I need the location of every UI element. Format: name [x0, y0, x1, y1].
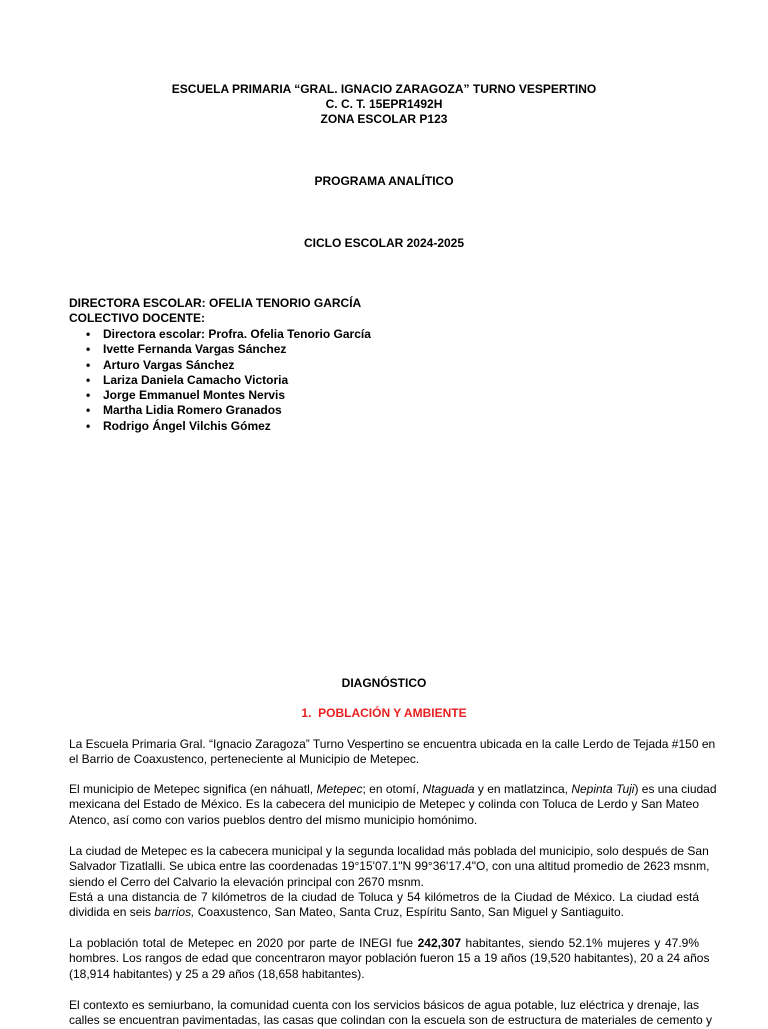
- director-line: DIRECTORA ESCOLAR: OFELIA TENORIO GARCÍA: [69, 296, 362, 310]
- text-line: Salvador Tizatlalli. Se ubica entre las coordenadas 19°15'07.1"N 99°36'17.4"O, con una altitud promedio de 2623 msnm,: [69, 859, 710, 874]
- collective-label: COLECTIVO DOCENTE:: [69, 311, 206, 325]
- members-list: [86, 327, 371, 434]
- text-line: dividida en seis barrios, Coaxustenco, San Mateo, Santa Cruz, Espíritu Santo, San Miguel y Santiaguito.: [69, 905, 624, 920]
- text-line: hombres. Los rangos de edad que concentraron mayor población fueron 15 a 19 años (19,520 habitantes), 20 a 24 años: [69, 951, 710, 966]
- paragraph-municipality: [69, 782, 717, 828]
- diagnostic-title: DIAGNÓSTICO: [341, 676, 427, 690]
- text-line: La Escuela Primaria Gral. “Ignacio Zaragoza” Turno Vespertino se encuentra ubicada en la calle Lerdo de Tejada #150 en: [69, 737, 716, 751]
- section-title: POBLACIÓN Y AMBIENTE: [318, 706, 467, 720]
- paragraph-city: [69, 844, 710, 920]
- paragraph-population: [69, 936, 710, 982]
- list-item: • Ivette Fernanda Vargas Sánchez: [86, 342, 371, 357]
- text-line: La población total de Metepec en 2020 por parte de INEGI fue 242,307 habitantes, siendo 52.1% mujeres y 47.9%: [69, 936, 699, 950]
- list-item: • Arturo Vargas Sánchez: [86, 358, 371, 373]
- text-line: calles se encuentran pavimentadas, las casas que colindan con la escuela son de estructura de materiales de cemento y: [69, 1013, 713, 1028]
- text-line: El municipio de Metepec significa (en náhuatl, Metepec; en otomí, Ntaguada y en matlatzinca, Nepinta Tuji) es una ciudad: [69, 782, 717, 796]
- paragraph-location: [69, 737, 716, 768]
- school-cct: C. C. T. 15EPR1492H: [325, 97, 443, 111]
- list-item: • Jorge Emmanuel Montes Nervis: [86, 388, 371, 403]
- text-line: Está a una distancia de 7 kilómetros de la ciudad de Toluca y 54 kilómetros de la Ciudad de México. La ciudad está: [69, 889, 699, 904]
- text-line: (18,914 habitantes) y 25 a 29 años (18,658 habitantes).: [69, 966, 365, 981]
- text-line: Atenco, así como con varios pueblos dentro del mismo municipio homónimo.: [69, 812, 478, 827]
- list-item: • Directora escolar: Profra. Ofelia Tenorio García: [86, 327, 371, 342]
- text-line: el Barrio de Coaxustenco, perteneciente al Municipio de Metepec.: [69, 752, 420, 767]
- paragraph-context: [69, 998, 713, 1029]
- list-item: • Rodrigo Ángel Vilchis Gómez: [86, 419, 371, 434]
- section-heading: [0, 706, 768, 721]
- program-title: PROGRAMA ANALÍTICO: [314, 174, 454, 188]
- school-zone: ZONA ESCOLAR P123: [320, 112, 448, 126]
- list-item: • Martha Lidia Romero Granados: [86, 403, 371, 418]
- text-line: siendo el Cerro del Calvario la elevación principal con 2670 msnm.: [69, 874, 424, 889]
- text-line: mexicana del Estado de México. Es la cabecera del municipio de Metepec y colinda con Toluca de Lerdo y San Mateo: [69, 797, 699, 812]
- list-item: • Lariza Daniela Camacho Victoria: [86, 373, 371, 388]
- section-number: 1.: [301, 706, 312, 720]
- school-cycle: CICLO ESCOLAR 2024-2025: [303, 236, 465, 250]
- school-name: ESCUELA PRIMARIA “GRAL. IGNACIO ZARAGOZA” TURNO VESPERTINO: [171, 82, 597, 96]
- text-line: La ciudad de Metepec es la cabecera municipal y la segunda localidad más poblada del municipio, solo después de San: [69, 844, 709, 858]
- text-line: El contexto es semiurbano, la comunidad cuenta con los servicios básicos de agua potable, luz eléctrica y drenaje, las: [69, 998, 699, 1012]
